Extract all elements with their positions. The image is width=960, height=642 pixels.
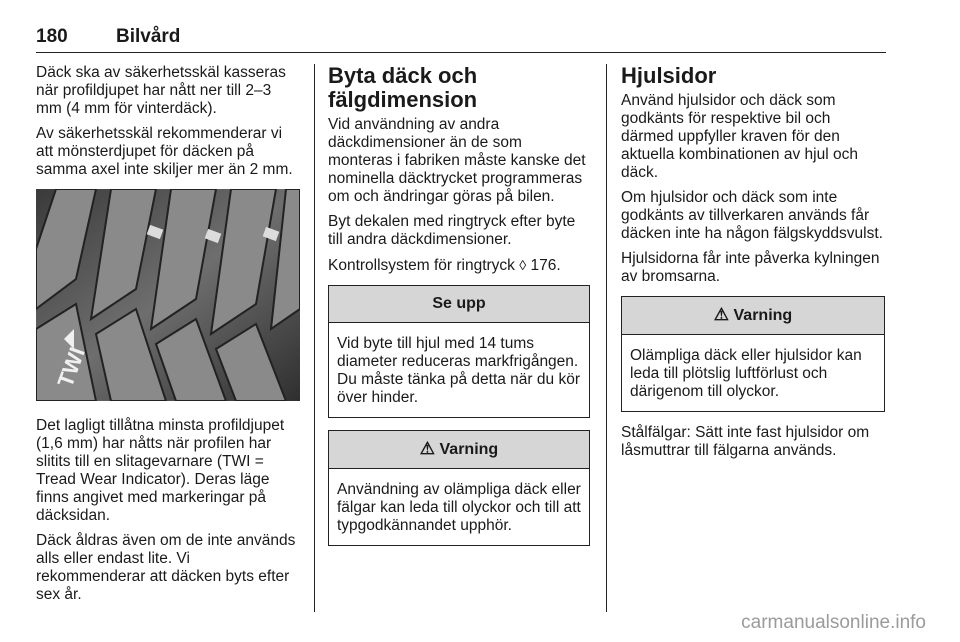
- warning-header: [622, 297, 884, 335]
- reference-page[interactable]: 176.: [530, 257, 561, 274]
- page-header: [36, 26, 886, 53]
- warning-title: Varning: [733, 307, 793, 324]
- warning-body: Olämpliga däck eller hjulsidor kan leda till plötslig luftförlust och därigenom till olyckor.: [630, 347, 862, 400]
- tire-tread-image: [36, 189, 300, 401]
- paragraph: Vid användning av andra däckdimensioner än de som monteras i fabriken måste kanske det nominella däcktrycket programmeras om och ändringar göras på bilen.: [328, 116, 586, 205]
- page-reference-icon: ◊: [519, 257, 527, 273]
- warning-title: Varning: [439, 441, 499, 458]
- paragraph: Använd hjulsidor och däck som godkänts för respektive bil och därmed uppfyller kraven för den aktuella kombinationen av hjul och däck.: [621, 92, 858, 181]
- paragraph: Av säkerhetsskäl rekommenderar vi att mönsterdjupet för däcken på samma axel inte skiljer mer än 2 mm.: [36, 125, 293, 178]
- warning-body: Användning av olämpliga däck eller fälgar kan leda till olyckor och till att typgodkännandet upphör.: [337, 481, 581, 534]
- paragraph: Om hjulsidor och däck som inte godkänts av tillverkaren används får däcken inte ha någon fälgskyddsvulst.: [621, 189, 883, 242]
- paragraph: Däck åldras även om de inte används alls eller endast lite. Vi rekommenderar att däcken byts efter sex år.: [36, 532, 296, 603]
- column-2: [328, 64, 590, 558]
- watermark: carmanualsonline.info: [741, 612, 926, 633]
- paragraph: Byt dekalen med ringtryck efter byte till andra däckdimensioner.: [328, 213, 576, 248]
- column-divider: [314, 64, 315, 612]
- column-1: [36, 64, 300, 611]
- warning-box: [328, 430, 590, 546]
- caution-title: Se upp: [329, 286, 589, 323]
- column-3: [621, 64, 885, 467]
- column-divider: [606, 64, 607, 612]
- reference-text: Kontrollsystem för ringtryck: [328, 257, 515, 274]
- paragraph: [328, 256, 590, 275]
- warning-header: [329, 431, 589, 469]
- warning-icon: ⚠: [419, 439, 436, 458]
- paragraph: Det lagligt tillåtna minsta profildjupet (1,6 mm) har nåtts när profilen har slitits till en slitagevarnare (TWI = Tread Wear Indicator). Deras läge finns angivet med markeringar på däcksidan.: [36, 417, 285, 524]
- caution-body: Vid byte till hjul med 14 tums diameter reduceras markfrigången. Du måste tänka på detta när du kör över hinder.: [337, 335, 580, 406]
- warning-icon: ⚠: [713, 305, 730, 324]
- section-heading: Byta däck och fälgdimension: [328, 63, 478, 112]
- paragraph: Hjulsidorna får inte påverka kylningen av bromsarna.: [621, 250, 880, 285]
- section-title: Bilvård: [116, 26, 181, 47]
- twi-label: TWI: [52, 343, 90, 391]
- page-number: 180: [36, 26, 68, 47]
- caution-box: [328, 285, 590, 418]
- paragraph: Stålfälgar: Sätt inte fast hjulsidor om låsmuttrar till fälgarna används.: [621, 424, 870, 459]
- section-heading: Hjulsidor: [621, 63, 717, 88]
- paragraph: Däck ska av säkerhetsskäl kasseras när profildjupet har nått ner till 2–3 mm (4 mm för vinterdäck).: [36, 64, 286, 117]
- warning-box: [621, 296, 885, 412]
